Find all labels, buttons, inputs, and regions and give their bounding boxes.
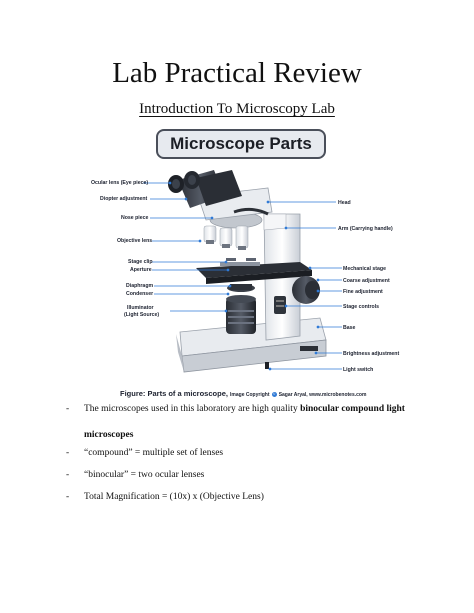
label-ocular-lens: Ocular lens (Eye piece) [91, 180, 149, 186]
light-switch-knob [265, 362, 269, 369]
bullet-list [66, 403, 416, 511]
label-diaphragm: Diaphragm [126, 283, 154, 289]
objective-lens-1 [204, 226, 216, 242]
bullet-text: Total Magnification = (10x) x (Objective Lens) [84, 492, 264, 502]
bullet-dash: - [66, 492, 70, 502]
label-objective-lens: Objective lens [117, 238, 153, 244]
label-aperture: Aperture [130, 267, 152, 273]
condenser [227, 284, 255, 292]
label-mechanical-stage: Mechanical stage [343, 266, 386, 272]
caption-prefix: Figure: Parts of a microscope, [120, 389, 228, 398]
bullet-text: “compound” = multiple set of lenses [84, 448, 224, 458]
bullet-dash: - [66, 470, 70, 480]
label-stage-controls: Stage controls [343, 304, 380, 310]
label-nose-piece: Nose piece [121, 215, 149, 221]
objective-lens-3 [236, 226, 248, 248]
caption-author: Sagar Aryal, www.microbenotes.com [278, 392, 367, 398]
figure-heading-badge: Microscope Parts [156, 129, 326, 159]
page-title: Lab Practical Review [112, 57, 362, 89]
stage-clip-right [246, 258, 256, 261]
bullet-bold-text-continued: microscopes [84, 430, 134, 440]
bullet-binocular [66, 469, 416, 489]
illuminator-column [226, 295, 256, 334]
bullet-dash: - [66, 404, 70, 414]
label-fine-adjustment: Fine adjustment [343, 289, 383, 295]
subtitle-text: Introduction To Microscopy Lab [139, 101, 335, 117]
figure-caption [120, 389, 380, 398]
stage-clip-left [226, 258, 236, 261]
microscope-head [168, 170, 272, 220]
label-illuminator: Illuminator [127, 305, 154, 311]
bullet-microscope-quality [66, 403, 416, 445]
label-head: Head [338, 200, 351, 206]
label-light-source: (Light Source) [124, 312, 160, 318]
bullet-dash: - [66, 448, 70, 458]
label-condenser: Condenser [126, 291, 154, 297]
copyright-icon: © [272, 391, 276, 396]
objective-lens-2 [220, 228, 232, 246]
label-base: Base [343, 325, 356, 331]
label-arm: Arm (Carrying handle) [338, 226, 393, 232]
label-coarse-adjustment: Coarse adjustment [343, 278, 390, 284]
bullet-bold-text: binocular compound light [300, 404, 405, 414]
brightness-dial [300, 346, 318, 351]
bullet-total-magnification [66, 491, 416, 511]
label-stage-clip: Stage clip [128, 259, 153, 265]
bullet-text: “binocular” = two ocular lenses [84, 470, 205, 480]
label-diopter-adjustment: Diopter adjustment [100, 196, 148, 202]
label-brightness-adjustment: Brightness adjustment [343, 351, 400, 357]
caption-copyright: Image Copyright [230, 392, 270, 398]
bullet-text: The microscopes used in this laboratory are high quality [84, 404, 301, 414]
bullet-compound [66, 447, 416, 467]
label-light-switch: Light switch [343, 367, 374, 373]
